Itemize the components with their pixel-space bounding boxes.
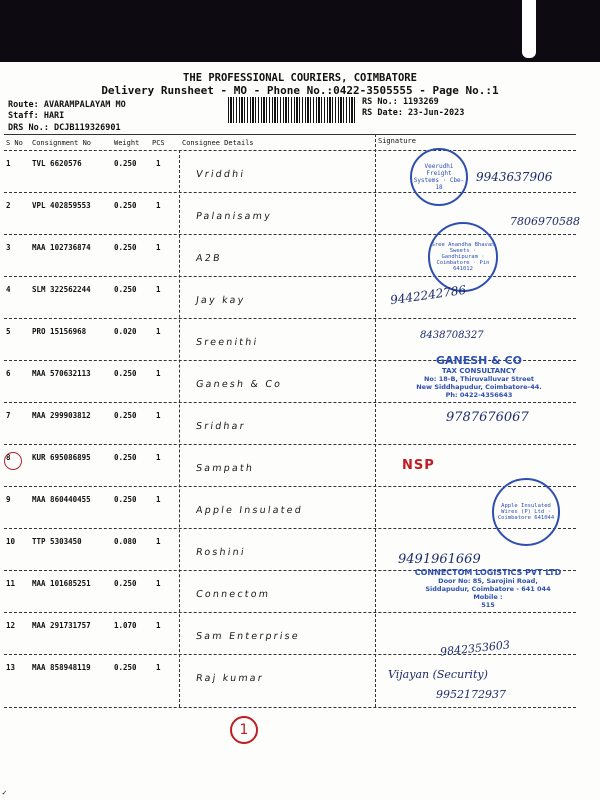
row-sno: 8 [6,453,11,462]
row-divider [4,486,576,487]
row-consignee: Raj kumar [195,673,265,684]
row-consignment: PRO 15156968 [32,327,87,336]
gandhipuram-stamp: Sree Anandha Bhavan Sweets · Gandhipuram · Coimbatore · Pin 641012 [428,222,498,292]
table-bottom-rule [4,707,576,708]
table-top-rule [4,134,576,135]
row-divider [4,654,576,655]
row-sno: 10 [6,537,16,546]
row-sno: 12 [6,621,16,630]
col-sno: S No [6,139,23,147]
staff-label: Staff: HARI [8,111,65,121]
row-consignee: Vriddhi [195,169,246,180]
row-weight: 0.250 [114,201,137,210]
row-consignee: Sam Enterprise [195,631,301,642]
row-pcs: 1 [156,453,161,462]
runsheet-title: Delivery Runsheet - MO - Phone No.:0422-3505555 - Page No.:1 [101,84,499,97]
row-sno: 9 [6,495,11,504]
row-divider [4,192,576,193]
row-weight: 1.070 [114,621,137,630]
col-consignee: Consignee Details [182,139,254,147]
row-consignment: MAA 299903812 [32,411,91,420]
company-title: THE PROFESSIONAL COURIERS, COIMBATORE [183,72,417,84]
signature-4: 9442242786 [389,282,467,308]
veerudhi-stamp: Veerudhi Freight Systems · Cbe-18 [410,148,468,206]
row-pcs: 1 [156,369,161,378]
row-consignee: Sridhar [195,421,247,432]
row-sno: 11 [6,579,16,588]
ganesh-stamp: GANESH & CO TAX CONSULTANCY No: 18-B, Thiruvalluvar Street New Siddhapudur, Coimbatore-44. Ph: 0422-4356643 [416,354,542,399]
row-pcs: 1 [156,621,161,630]
row-consignment: TVL 6620576 [32,159,82,168]
row-pcs: 1 [156,285,161,294]
rs-date: RS Date: 23-Jun-2023 [362,108,465,118]
row-consignee: Jay kay [195,295,247,306]
row-weight: 0.250 [114,453,137,462]
apple-stamp: Apple Insulated Wires (P) Ltd · Coimbatore 641044 [492,478,560,546]
row-consignment: MAA 860440455 [32,495,91,504]
row-weight: 0.020 [114,327,137,336]
row-sno: 13 [6,663,16,672]
page-number-mark: 1 [230,716,258,744]
signature-7: 9787676067 [446,410,529,425]
row-consignee: Sreenithi [195,337,260,348]
row-pcs: 1 [156,201,161,210]
row-sno: 5 [6,327,11,336]
route-label: Route: AVARAMPALAYAM MO [8,100,126,110]
drs-number: DRS No.: DCJB119326901 [8,123,121,133]
row-pcs: 1 [156,243,161,252]
row-weight: 0.250 [114,369,137,378]
scan-margin [0,0,600,62]
col-pcs: PCS [152,139,165,147]
signature-13b: 9952172937 [436,688,506,701]
signature-10: 9491961669 [398,552,481,567]
header-rule [4,150,576,151]
row-divider [4,402,576,403]
signature-13: Vijayan (Security) [388,668,488,681]
signature-5: 8438708327 [420,330,484,341]
row-consignee: A2B [195,253,223,264]
scan-notch [522,0,536,58]
row-consignee: Palanisamy [195,211,273,222]
row-sno: 7 [6,411,11,420]
row-weight: 0.250 [114,411,137,420]
row-pcs: 1 [156,663,161,672]
row-pcs: 1 [156,579,161,588]
row-weight: 0.250 [114,285,137,294]
row-consignee: Apple Insulated [195,505,304,516]
row-weight: 0.250 [114,243,137,252]
row-weight: 0.080 [114,537,137,546]
signature-12: 9842353603 [439,638,511,659]
row-consignment: KUR 695086895 [32,453,91,462]
row-consignment: MAA 570632113 [32,369,91,378]
row-pcs: 1 [156,495,161,504]
signature-2: 7806970588 [510,215,580,228]
row-consignee: Roshini [195,547,247,558]
signature-divider [375,134,376,707]
row-sno: 1 [6,159,11,168]
row-divider [4,444,576,445]
row-sno: 3 [6,243,11,252]
row-weight: 0.250 [114,663,137,672]
barcode [228,97,356,123]
row-pcs: 1 [156,537,161,546]
connectom-stamp: CONNECTOM LOGISTICS PVT LTD Door No: 85, Sarojini Road, Siddapudur, Coimbatore - 641 044 Mobile : 515 [414,568,562,609]
row-divider [4,612,576,613]
row-consignment: SLM 322562244 [32,285,91,294]
row-consignment: VPL 402859553 [32,201,91,210]
row-weight: 0.250 [114,495,137,504]
nsp-mark: NSP [402,458,435,473]
row-consignee: Ganesh & Co [195,379,283,390]
row-sno: 2 [6,201,11,210]
row-weight: 0.250 [114,579,137,588]
row-consignment: MAA 291731757 [32,621,91,630]
col-weight: Weight [114,139,140,147]
row-consignment: MAA 858948119 [32,663,91,672]
row-consignment: MAA 101685251 [32,579,91,588]
corner-mark: ✓ [2,788,7,797]
row-pcs: 1 [156,411,161,420]
row-consignment: TTP 5303450 [32,537,82,546]
row-consignee: Sampath [195,463,255,474]
col-signature: Signature [378,137,416,145]
row-pcs: 1 [156,327,161,336]
rs-number: RS No.: 1193269 [362,97,439,107]
row-divider [4,318,576,319]
row-pcs: 1 [156,159,161,168]
row-consignee: Connectom [195,589,271,600]
signature-1: 9943637906 [476,170,553,184]
row-divider [4,528,576,529]
row-weight: 0.250 [114,159,137,168]
col-consignment: Consignment No [32,139,92,147]
row8-red-circle [4,452,22,470]
row-sno: 6 [6,369,11,378]
row-consignment: MAA 102736874 [32,243,91,252]
row-sno: 4 [6,285,11,294]
